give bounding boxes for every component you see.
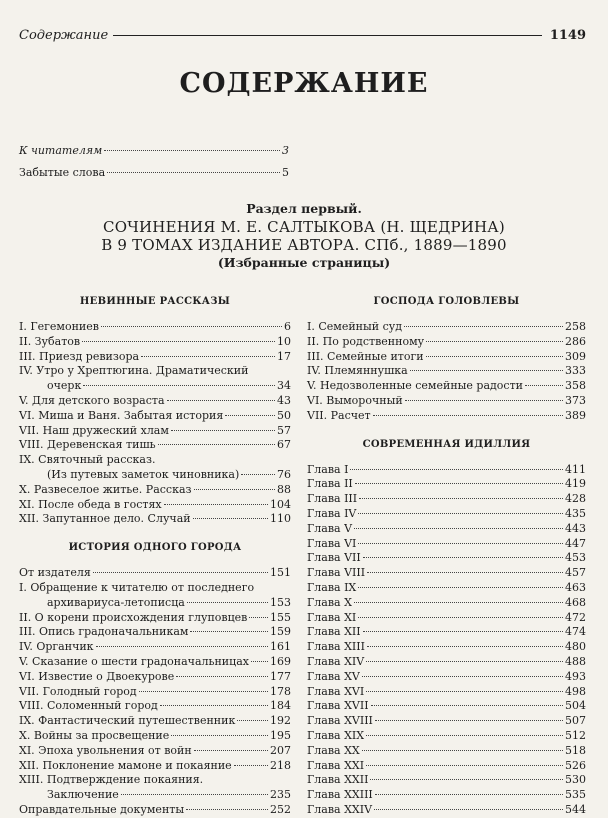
toc-entry[interactable]	[19, 512, 291, 527]
entry-title: К читателям	[19, 144, 103, 157]
toc-entry[interactable]	[307, 320, 586, 335]
entry-page: 155	[270, 610, 291, 624]
dot-leader	[358, 513, 563, 514]
toc-entry[interactable]	[307, 566, 586, 581]
dot-leader	[362, 676, 563, 677]
toc-entry[interactable]	[307, 788, 586, 803]
dot-leader	[171, 735, 268, 736]
dot-leader	[139, 691, 268, 692]
toc-entry[interactable]	[19, 803, 291, 818]
entry-title: Глава XII	[307, 625, 361, 639]
entry-page: 178	[270, 684, 291, 698]
toc-entry[interactable]	[19, 714, 291, 729]
group-spacer	[307, 424, 586, 439]
entry-title: Забытые слова	[19, 166, 106, 179]
entry-page: 488	[565, 654, 586, 668]
entry-title: IX. Святочный рассказ.	[19, 453, 156, 467]
entry-title: Глава XVII	[307, 699, 369, 713]
entry-title: VII. Расчет	[307, 408, 371, 422]
entry-page: 10	[277, 334, 291, 348]
dot-leader	[410, 370, 563, 371]
entry-page: 435	[565, 506, 586, 520]
section-label: Раздел первый.	[246, 201, 362, 216]
toc-entry[interactable]	[19, 394, 291, 409]
toc-entry[interactable]	[19, 729, 291, 744]
toc-entry[interactable]	[19, 453, 291, 468]
entry-title: Глава XX	[307, 743, 360, 757]
entry-page: 218	[270, 758, 291, 772]
entry-title: X. Развеселое житье. Рассказ	[19, 482, 192, 496]
dot-leader	[366, 735, 563, 736]
section-heading	[0, 200, 608, 272]
entry-page: 6	[284, 320, 291, 333]
entry-title: III. Семейные итоги	[307, 349, 424, 363]
toc-entry[interactable]	[307, 611, 586, 626]
dot-leader	[373, 415, 563, 416]
entry-title: VIII. Деревенская тишь	[19, 438, 156, 452]
entry-page: 474	[565, 625, 586, 639]
entry-title: Глава XVI	[307, 684, 365, 698]
entry-page: 43	[277, 393, 291, 407]
entry-page: 169	[270, 654, 291, 668]
entry-title: Глава VI	[307, 536, 357, 550]
entry-page: 235	[270, 788, 291, 802]
entry-page: 443	[565, 521, 586, 535]
toc-entry[interactable]	[307, 670, 586, 685]
toc-entry[interactable]	[307, 394, 586, 409]
toc-entry[interactable]	[19, 468, 291, 483]
toc-entry[interactable]	[19, 140, 289, 162]
entry-page: 480	[565, 640, 586, 654]
toc-entry[interactable]	[19, 335, 291, 350]
entry-page: 153	[270, 595, 291, 609]
dot-leader	[121, 794, 268, 795]
toc-entry[interactable]	[19, 364, 291, 379]
dot-leader	[525, 385, 563, 386]
work-heading: СОВРЕМЕННАЯ ИДИЛЛИЯ	[362, 438, 531, 450]
entry-page: 286	[565, 334, 586, 348]
entry-page: 67	[277, 438, 291, 452]
entry-title: Заключение	[47, 788, 119, 802]
entry-page: 258	[565, 320, 586, 333]
dot-leader	[107, 172, 280, 173]
toc-entry[interactable]	[19, 625, 291, 640]
dot-leader	[249, 617, 268, 618]
toc-entry[interactable]	[307, 729, 586, 744]
entry-page: 507	[565, 714, 586, 728]
entry-title: Глава XXII	[307, 773, 369, 787]
entry-title: II. О корени происхождения глуповцев	[19, 610, 248, 624]
entry-title: Глава IV	[307, 506, 357, 520]
dot-leader	[101, 326, 282, 327]
toc-entry[interactable]	[307, 492, 586, 507]
toc-entry[interactable]	[307, 773, 586, 788]
entry-page: 512	[565, 728, 586, 742]
entry-title: Глава III	[307, 492, 358, 506]
toc-entry[interactable]	[19, 685, 291, 700]
toc-entry[interactable]	[19, 670, 291, 685]
toc-entry[interactable]	[307, 744, 586, 759]
running-title: Содержание	[19, 28, 109, 43]
dot-leader	[359, 498, 563, 499]
dot-leader	[375, 794, 563, 795]
dot-leader	[374, 809, 563, 810]
section-title-line-2: В 9 ТОМАХ ИЗДАНИЕ АВТОРА. СПб., 1889—1890	[101, 236, 507, 254]
dot-leader	[354, 528, 563, 529]
entry-title: Глава VII	[307, 551, 361, 565]
entry-page: 110	[270, 512, 291, 526]
dot-leader	[237, 720, 268, 721]
toc-entry[interactable]	[19, 611, 291, 626]
work-heading: ИСТОРИЯ ОДНОГО ГОРОДА	[68, 542, 242, 554]
entry-title: XII. Поклонение мамоне и покаяние	[19, 758, 232, 772]
entry-page: 389	[565, 408, 586, 422]
entry-page: 252	[270, 802, 291, 816]
toc-entry[interactable]	[307, 379, 586, 394]
entry-page: 5	[282, 166, 289, 179]
dot-leader	[225, 415, 275, 416]
toc-entry[interactable]	[307, 350, 586, 365]
entry-page: 104	[270, 497, 291, 511]
entry-page: 493	[565, 669, 586, 683]
dot-leader	[251, 661, 268, 662]
entry-page: 526	[565, 758, 586, 772]
entry-page: 518	[565, 743, 586, 757]
dot-leader	[167, 400, 275, 401]
toc-entry[interactable]	[307, 655, 586, 670]
dot-leader	[366, 765, 563, 766]
right-column	[307, 296, 586, 818]
group-spacer	[19, 527, 291, 542]
toc-entry[interactable]	[307, 522, 586, 537]
entry-title: XII. Запутанное дело. Случай	[19, 512, 191, 526]
dot-leader	[355, 483, 563, 484]
toc-entry[interactable]	[19, 350, 291, 365]
entry-title: X. Войны за просвещение	[19, 728, 170, 742]
dot-leader	[354, 602, 563, 603]
entry-title: XI. Эпоха увольнения от войн	[19, 743, 192, 757]
entry-title: I. Обращение к читателю от последнего	[19, 580, 255, 594]
entry-title: IV. Органчик	[19, 640, 94, 654]
dot-leader	[363, 631, 563, 632]
toc-entry[interactable]	[19, 162, 289, 184]
toc-entry[interactable]	[19, 566, 291, 581]
entry-title: очерк	[47, 379, 82, 393]
dot-leader	[141, 356, 275, 357]
entry-page: 447	[565, 536, 586, 550]
toc-entry[interactable]	[307, 551, 586, 566]
toc-entry[interactable]	[19, 640, 291, 655]
dot-leader	[358, 587, 563, 588]
toc-entry[interactable]	[19, 759, 291, 774]
toc-entry[interactable]	[19, 581, 291, 596]
entry-page: 504	[565, 699, 586, 713]
entry-title: V. Для детского возраста	[19, 393, 165, 407]
dot-leader	[194, 489, 275, 490]
dot-leader	[405, 400, 563, 401]
entry-title: III. Приезд ревизора	[19, 349, 140, 363]
dot-leader	[358, 543, 563, 544]
entry-page: 530	[565, 773, 586, 787]
toc-entry[interactable]	[307, 640, 586, 655]
entry-page: 472	[565, 610, 586, 624]
dot-leader	[404, 326, 563, 327]
dot-leader	[176, 676, 268, 677]
toc-entry[interactable]	[307, 625, 586, 640]
entry-title: III. Опись градоначальникам	[19, 625, 189, 639]
toc-entry[interactable]	[19, 424, 291, 439]
toc-entry[interactable]	[19, 596, 291, 611]
toc-entry[interactable]	[19, 438, 291, 453]
toc-entry[interactable]	[19, 320, 291, 335]
entry-title: XIII. Подтверждение покаяния.	[19, 773, 204, 787]
dot-leader	[375, 720, 563, 721]
entry-title: Глава V	[307, 521, 353, 535]
toc-entry[interactable]	[19, 655, 291, 670]
dot-leader	[96, 646, 268, 647]
entry-title: Глава VIII	[307, 566, 366, 580]
entry-title: IV. Племяннушка	[307, 364, 408, 378]
entry-page: 498	[565, 684, 586, 698]
toc-entry[interactable]	[307, 477, 586, 492]
toc-entry[interactable]	[307, 507, 586, 522]
dot-leader	[366, 661, 563, 662]
toc-entry[interactable]	[307, 409, 586, 424]
dot-leader	[371, 705, 563, 706]
dot-leader	[366, 691, 563, 692]
entry-title: Глава I	[307, 462, 349, 476]
toc-entry[interactable]	[307, 699, 586, 714]
dot-leader	[426, 341, 563, 342]
dot-leader	[190, 631, 268, 632]
entry-title: VI. Известие о Двоекурове	[19, 669, 175, 683]
dot-leader	[186, 809, 268, 810]
toc-entry[interactable]	[307, 335, 586, 350]
entry-title: II. По родственному	[307, 334, 425, 348]
entry-page: 453	[565, 551, 586, 565]
entry-page: 177	[270, 669, 291, 683]
toc-entry[interactable]	[19, 788, 291, 803]
dot-leader	[82, 341, 275, 342]
entry-page: 333	[565, 364, 586, 378]
dot-leader	[241, 474, 275, 475]
entry-title: XI. После обеда в гостях	[19, 497, 162, 511]
entry-title: II. Зубатов	[19, 334, 81, 348]
toc-entry[interactable]	[19, 498, 291, 513]
entry-page: 463	[565, 580, 586, 594]
entry-title: IV. Утро у Хрептюгина. Драматический	[19, 364, 249, 378]
entry-title: Глава XXIV	[307, 802, 373, 816]
entry-title: VIII. Соломенный город	[19, 699, 158, 713]
entry-title: Оправдательные документы	[19, 802, 185, 816]
entry-page: 207	[270, 743, 291, 757]
toc-entry[interactable]	[307, 685, 586, 700]
dot-leader	[367, 572, 563, 573]
entry-title: V. Сказание о шести градоначальницах	[19, 654, 249, 668]
entry-page: 411	[565, 462, 586, 476]
dot-leader	[193, 518, 268, 519]
entry-title: Глава XIII	[307, 640, 365, 654]
dot-leader	[187, 602, 268, 603]
entry-page: 159	[270, 625, 291, 639]
entry-page: 309	[565, 349, 586, 363]
entry-title: архивариуса-летописца	[47, 595, 185, 609]
dot-leader	[362, 750, 563, 751]
left-column	[19, 296, 291, 818]
toc-entry[interactable]	[19, 483, 291, 498]
entry-title: I. Семейный суд	[307, 320, 402, 333]
dot-leader	[83, 385, 275, 386]
toc-entry[interactable]	[307, 463, 586, 478]
toc-entry[interactable]	[19, 379, 291, 394]
entry-title: VI. Миша и Ваня. Забытая история	[19, 408, 224, 422]
toc-entry[interactable]	[19, 409, 291, 424]
entry-page: 544	[565, 802, 586, 816]
header-rule	[113, 35, 542, 36]
entry-title: I. Гегемониев	[19, 320, 99, 333]
entry-page: 50	[277, 408, 291, 422]
entry-title: Глава XXI	[307, 758, 365, 772]
entry-page: 3	[282, 144, 289, 157]
entry-title: Глава XIX	[307, 728, 365, 742]
entry-page: 17	[277, 349, 291, 363]
dot-leader	[370, 779, 563, 780]
entry-title: VII. Наш дружеский хлам	[19, 423, 169, 437]
section-subtitle: (Избранные страницы)	[217, 255, 391, 270]
dot-leader	[350, 469, 563, 470]
entry-page: 358	[565, 379, 586, 393]
entry-page: 57	[277, 423, 291, 437]
dot-leader	[160, 705, 268, 706]
page-number: 1149	[549, 28, 586, 43]
entry-title: (Из путевых заметок чиновника)	[47, 467, 240, 481]
dot-leader	[363, 557, 563, 558]
entry-title: IX. Фантастический путешественник	[19, 714, 236, 728]
entry-title: Глава X	[307, 595, 352, 609]
entry-page: 184	[270, 699, 291, 713]
toc-entry[interactable]	[307, 581, 586, 596]
dot-leader	[164, 504, 268, 505]
entry-page: 535	[565, 788, 586, 802]
entry-title: VI. Выморочный	[307, 393, 403, 407]
entry-page: 457	[565, 566, 586, 580]
entry-page: 161	[270, 640, 291, 654]
work-heading: НЕВИННЫЕ РАССКАЗЫ	[79, 296, 231, 307]
dot-leader	[93, 572, 268, 573]
entry-title: Глава XVIII	[307, 714, 373, 728]
section-title-line-1: СОЧИНЕНИЯ М. Е. САЛТЫКОВА (Н. ЩЕДРИНА)	[103, 218, 505, 236]
toc-entry[interactable]	[19, 744, 291, 759]
dot-leader	[194, 750, 268, 751]
entry-page: 88	[277, 482, 291, 496]
toc-entry[interactable]	[307, 759, 586, 774]
entry-title: V. Недозволенные семейные радости	[307, 379, 523, 393]
dot-leader	[104, 150, 280, 151]
dot-leader	[358, 617, 563, 618]
front-matter	[19, 140, 289, 184]
entry-title: От издателя	[19, 566, 91, 580]
entry-page: 76	[277, 467, 291, 481]
entry-page: 428	[565, 492, 586, 506]
toc-entry[interactable]	[307, 596, 586, 611]
entry-title: Глава II	[307, 477, 353, 491]
page-title: СОДЕРЖАНИЕ	[179, 68, 429, 99]
entry-page: 151	[270, 566, 291, 580]
entry-title: Глава XIV	[307, 654, 365, 668]
entry-page: 468	[565, 595, 586, 609]
entry-page: 34	[277, 379, 291, 393]
toc-entry[interactable]	[19, 699, 291, 714]
dot-leader	[367, 646, 563, 647]
entry-title: VII. Голодный город	[19, 684, 137, 698]
dot-leader	[158, 444, 275, 445]
toc-entry[interactable]	[307, 364, 586, 379]
entry-page: 419	[565, 477, 586, 491]
entry-title: Глава XV	[307, 669, 360, 683]
entry-page: 373	[565, 393, 586, 407]
entry-page: 192	[270, 714, 291, 728]
work-heading: ГОСПОДА ГОЛОВЛЕВЫ	[373, 296, 520, 307]
entry-title: Глава XI	[307, 610, 357, 624]
toc-entry[interactable]	[307, 714, 586, 729]
entry-title: Глава IX	[307, 580, 357, 594]
dot-leader	[234, 765, 268, 766]
dot-leader	[426, 356, 563, 357]
toc-entry[interactable]	[19, 773, 291, 788]
entry-title: Глава XXIII	[307, 788, 373, 802]
toc-entry[interactable]	[307, 803, 586, 818]
dot-leader	[171, 430, 275, 431]
toc-entry[interactable]	[307, 537, 586, 552]
entry-page: 195	[270, 728, 291, 742]
